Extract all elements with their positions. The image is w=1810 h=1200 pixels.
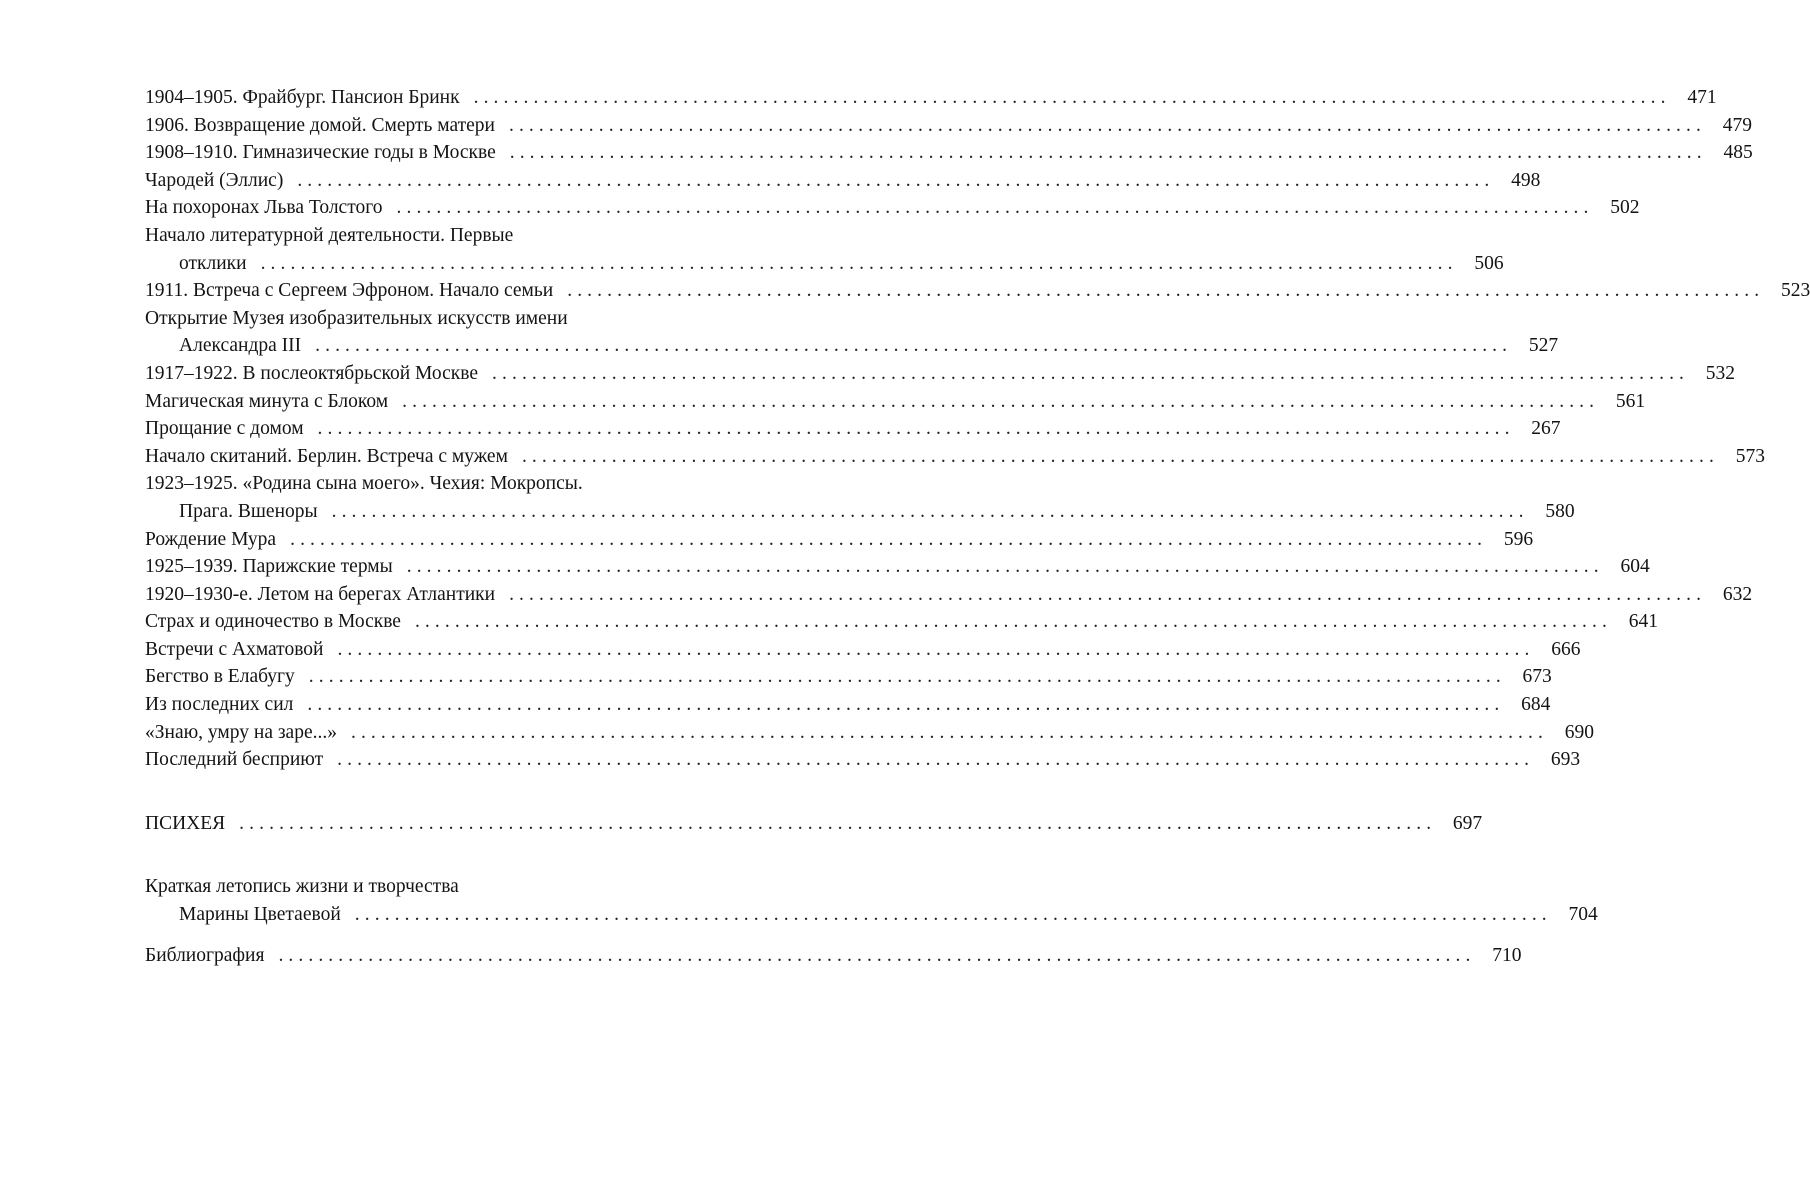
toc-entry-page: 527 xyxy=(1528,335,1559,357)
toc-entry-title: 1904–1905. Фрайбург. Пансион Бринк xyxy=(145,87,460,108)
toc-entry-title: 1917–1922. В послеоктябрьской Москве xyxy=(145,362,479,384)
toc-entry-title: Рождение Мура xyxy=(145,528,277,550)
toc-entry-page: 523 xyxy=(1780,280,1810,302)
section-spacer xyxy=(145,774,690,810)
toc-entry-page: 485 xyxy=(1723,142,1753,164)
dot-leader: ........................................................................................................................ xyxy=(396,197,1594,219)
dot-leader: ........................................................................................................................ xyxy=(350,721,1548,743)
toc-entry xyxy=(145,553,1650,581)
section-spacer xyxy=(145,837,690,873)
toc-entry xyxy=(145,636,1581,664)
toc-entry-page: 690 xyxy=(1564,721,1594,743)
toc-entry-page: 697 xyxy=(1452,812,1483,834)
dot-leader: ........................................................................................................................ xyxy=(337,638,1535,660)
toc-entry-title: Из последних сил xyxy=(145,694,294,716)
dot-leader: ........................................................................................................................ xyxy=(508,114,1706,136)
toc-entry xyxy=(145,305,1559,360)
toc-entry-page: 604 xyxy=(1620,556,1650,578)
toc-entry-page: 580 xyxy=(1545,500,1575,522)
toc-entry-title-line2: отклики xyxy=(179,252,247,274)
dot-leader: ........................................................................................................................ xyxy=(317,418,1515,440)
dot-leader: ........................................................................................................................ xyxy=(492,362,1690,384)
dot-leader: ........................................................................................................................ xyxy=(278,944,1476,966)
toc-entry-title-line2: Марины Цветаевой xyxy=(179,904,341,926)
toc-entry-page: 502 xyxy=(1610,197,1640,219)
dot-leader: ........................................................................................................................ xyxy=(290,528,1488,550)
toc-entry xyxy=(145,581,1753,609)
toc-entry-page: 267 xyxy=(1531,418,1561,440)
dot-leader: ........................................................................................................................ xyxy=(402,390,1600,412)
toc-entry-title: Начало скитаний. Берлин. Встреча с мужем xyxy=(145,445,508,467)
toc-entry-page: 641 xyxy=(1628,611,1658,633)
dot-leader: ........................................................................................................................ xyxy=(509,142,1707,164)
toc-entry-title: Страх и одиночество в Москве xyxy=(145,611,401,633)
toc-entry-page: 506 xyxy=(1474,252,1504,274)
toc-entry-title-line1: Краткая летопись жизни и творчества xyxy=(145,876,459,898)
toc-entry-page: 704 xyxy=(1568,904,1598,926)
dot-leader: ........................................................................................................................ xyxy=(337,749,1535,771)
dot-leader: ........................................................................................................................ xyxy=(297,169,1495,191)
toc-entry-page: 498 xyxy=(1511,169,1541,191)
dot-leader: ........................................................................................................................ xyxy=(354,904,1552,926)
dot-leader: ........................................................................................................................ xyxy=(331,500,1529,522)
toc-entry xyxy=(145,112,1752,140)
dot-leader: ........................................................................................................................ xyxy=(567,280,1765,302)
section-spacer xyxy=(145,929,690,942)
toc-entry xyxy=(145,277,1810,305)
toc-entry xyxy=(145,443,1765,471)
toc-entry-title: 1906. Возвращение домой. Смерть матери xyxy=(145,114,495,136)
toc-entry xyxy=(145,470,1575,525)
toc-entry xyxy=(145,415,1561,443)
dot-leader: ........................................................................................................................ xyxy=(473,87,1671,108)
toc-entry-title-line1: 1923–1925. «Родина сына моего». Чехия: Мокропсы. xyxy=(145,473,583,495)
toc-entry xyxy=(145,222,1504,277)
toc-entry xyxy=(145,663,1552,691)
dot-leader: ........................................................................................................................ xyxy=(414,611,1612,633)
toc-entry-title-line1: Открытие Музея изобразительных искусств имени xyxy=(145,307,568,329)
toc-entry xyxy=(145,746,1581,774)
toc-entry-title: На похоронах Льва Толстого xyxy=(145,197,383,219)
toc-entry-page: 632 xyxy=(1722,583,1753,605)
toc-entry xyxy=(145,608,1658,636)
toc-entry xyxy=(145,84,1717,112)
toc-entry xyxy=(145,360,1736,388)
toc-entry-title: Встречи с Ахматовой xyxy=(145,638,324,660)
dot-leader: ........................................................................................................................ xyxy=(315,335,1513,357)
toc-entry-page: 673 xyxy=(1522,666,1552,688)
dot-leader: ........................................................................................................................ xyxy=(521,445,1719,467)
toc-entry-page: 532 xyxy=(1705,362,1736,384)
dot-leader: ........................................................................................................................ xyxy=(406,556,1604,578)
dot-leader: ........................................................................................................................ xyxy=(260,252,1458,274)
toc-entry xyxy=(145,167,1541,195)
toc-entry-title-line1: Начало литературной деятельности. Первые xyxy=(145,224,514,246)
toc-entry-page: 693 xyxy=(1550,749,1581,771)
dot-leader: ........................................................................................................................ xyxy=(239,812,1437,834)
toc-entry-title: Библиография xyxy=(145,944,265,966)
toc-entry-title: Прощание с домом xyxy=(145,418,304,440)
table-of-contents xyxy=(145,84,1810,969)
toc-entry-title: 1920–1930-е. Летом на берегах Атлантики xyxy=(145,583,496,605)
toc-entry xyxy=(145,719,1594,747)
toc-entry-page: 561 xyxy=(1615,390,1646,412)
toc-entry-page: 573 xyxy=(1735,445,1765,467)
toc-entry-psyche xyxy=(145,810,1483,838)
toc-entry xyxy=(145,139,1753,167)
dot-leader: ........................................................................................................................ xyxy=(308,666,1506,688)
toc-entry-title: ПСИХЕЯ xyxy=(145,812,226,834)
toc-entry-title: Последний бесприют xyxy=(145,749,324,771)
dot-leader: ........................................................................................................................ xyxy=(509,583,1707,605)
toc-entry-page: 479 xyxy=(1722,114,1752,136)
toc-entry-title: Бегство в Елабугу xyxy=(145,666,295,688)
dot-leader: ........................................................................................................................ xyxy=(307,694,1505,716)
toc-entry-page: 666 xyxy=(1551,638,1581,660)
toc-entry xyxy=(145,691,1551,719)
toc-entry xyxy=(145,194,1640,222)
toc-entry-page: 710 xyxy=(1492,944,1522,966)
toc-entry-title: 1925–1939. Парижские термы xyxy=(145,556,393,578)
toc-entry-title: Чародей (Эллис) xyxy=(145,169,284,191)
toc-entry-page: 684 xyxy=(1521,694,1551,716)
toc-entry xyxy=(145,388,1646,416)
toc-entry-bibliography xyxy=(145,942,1522,970)
toc-entry-title-line2: Прага. Вшеноры xyxy=(179,500,318,522)
toc-entry-title: Магическая минута с Блоком xyxy=(145,390,389,412)
toc-entry-page: 471 xyxy=(1687,87,1717,108)
toc-entry-page: 596 xyxy=(1503,528,1534,550)
toc-entry-title: 1911. Встреча с Сергеем Эфроном. Начало семьи xyxy=(145,280,554,302)
toc-entry-title-line2: Александра III xyxy=(179,335,302,357)
toc-entry-title: 1908–1910. Гимназические годы в Москве xyxy=(145,142,496,164)
toc-entry xyxy=(145,526,1534,554)
toc-entry-title: «Знаю, умру на заре...» xyxy=(145,721,337,743)
toc-entry-chronicle xyxy=(145,873,1598,928)
